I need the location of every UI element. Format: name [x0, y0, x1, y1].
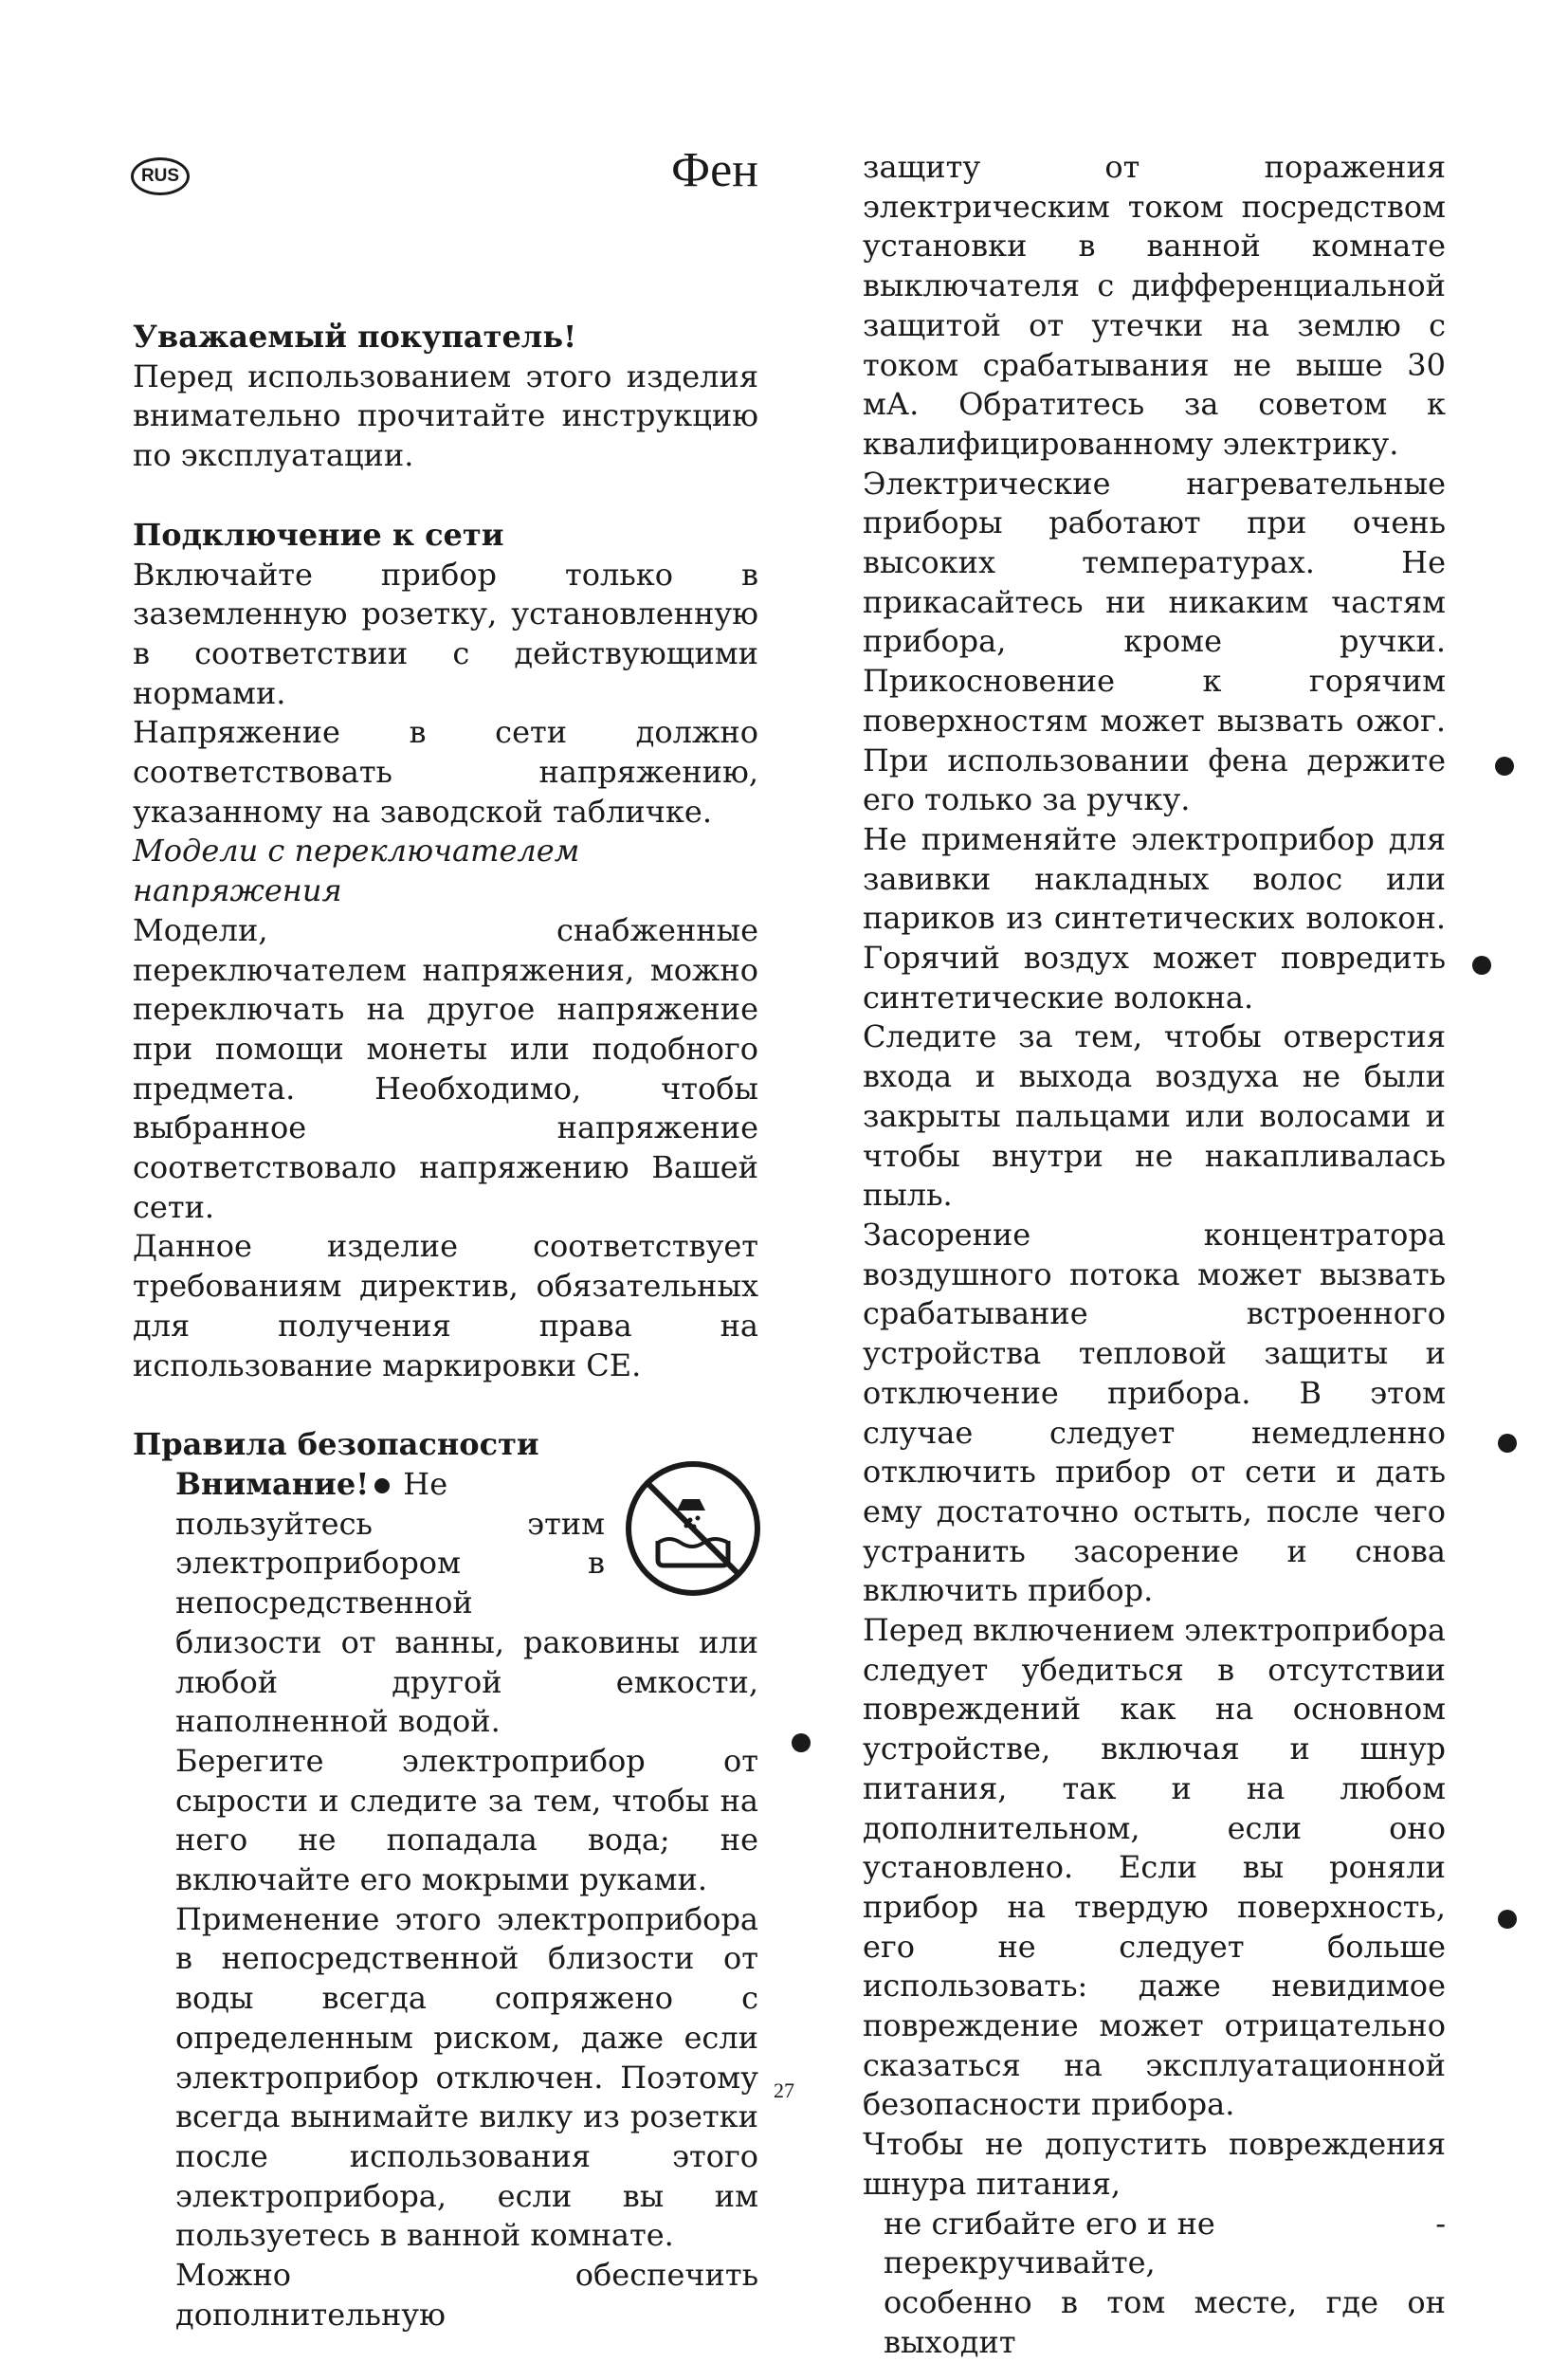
water-risk-text: Применение этого электроприбора в непосредственной близости от воды всегда сопряжено с определенным риском, даже если электроприбор отключен. Поэтому всегда вынимайте вилку из розетки после использования этого электроприбора, если вы им пользуетесь в ванной комнате. [175, 1900, 758, 2254]
vents-text: Следите за тем, чтобы отверстия входа и выхода воздуха не были закрыты пальцами или волосами и чтобы внутри не накапливалась пыль. [863, 1018, 1446, 1214]
cord-list-item [863, 2205, 1446, 2283]
cord-text: Чтобы не допустить повреждения шнура питания, [863, 2126, 1446, 2202]
safety-heading: Правила безопасности [133, 1426, 539, 1463]
language-badge [131, 157, 190, 195]
moisture-text: Берегите электроприбор от сырости и следите за тем, чтобы на него не попадала вода; не включайте его мокрыми руками. [175, 1742, 758, 1898]
bullet-icon [1498, 1434, 1517, 1453]
bullet-icon [374, 1478, 390, 1493]
ce-text: Данное изделие соответствует требованиям директив, обязательных для получения права на использование маркировки CE. [133, 1228, 758, 1383]
connection-paragraph-2: Напряжение в сети должно соответствовать напряжению, указанному на заводской табличке. [133, 714, 758, 830]
greeting-heading: Уважаемый покупатель! [133, 319, 577, 355]
right-column [863, 148, 1446, 2362]
page-number: 27 [774, 2078, 794, 2102]
rcd-text: защиту от поражения электрическим током посредством установки в ванной комнате выключателя с дифференциальной защитой от утечки на землю с током срабатывания не выше 30 мА. Обратитесь за советом к квалифицированному электрику. [863, 149, 1446, 462]
voltage-subheading: Модели с переключателем напряжения [133, 833, 580, 909]
left-column [133, 318, 758, 2335]
voltage-text: Модели, снабженные переключателем напряжения, можно переключать на другое напряжение при помощи монеты или подобного предмета. Необходимо, чтобы выбранное напряжение соответствовало напряжению Вашей сети. [133, 911, 758, 1225]
no-bath-icon [622, 1457, 764, 1600]
bullet-icon [1498, 1910, 1517, 1929]
bullet-icon [1472, 956, 1491, 975]
warning-label: Внимание! [175, 1465, 370, 1502]
cord-item-1-dash: - [1435, 2205, 1446, 2242]
clog-text: Засорение концентратора воздушного потока может вызвать срабатывание встроенного устройства тепловой защиты и отключение прибора. В этом случае следует немедленно отключить прибор от сети и дать ему достаточно остыть, после чего устранить засорение и снова включить прибор. [863, 1216, 1446, 1609]
cord-item-2: особенно в том месте, где он выходит [884, 2283, 1446, 2360]
bullet-icon [792, 1733, 811, 1752]
connection-heading: Подключение к сети [133, 516, 504, 553]
additional-protection-text: Можно обеспечить дополнительную [175, 2257, 758, 2333]
greeting-text: Перед использованием этого изделия внимательно прочитайте инструкцию по эксплуатации. [133, 357, 758, 474]
damage-text: Перед включением электроприбора следует убедиться в отсутствии повреждений как на основном устройстве, включая и шнур питания, так и на любом дополнительном, если оно установлено. Если вы роняли прибор на твердую поверхность, его не следует больше использовать: даже невидимое повреждение может отрицательно сказаться на эксплуатационной безопасности прибора. [863, 1612, 1446, 2123]
cord-item-1: не сгибайте его и не перекручивайте, [884, 2205, 1215, 2281]
language-badge-label: RUS [140, 166, 180, 186]
warning-block [133, 1465, 758, 1742]
bullet-icon [1495, 757, 1514, 776]
wigs-text: Не применяйте электроприбор для завивки накладных волос или париков из синтетических волокон. Горячий воздух может повредить синтетические волокна. [863, 820, 1446, 1016]
connection-paragraph-1: Включайте прибор только в заземленную розетку, установленную в соответствии с действующими нормами. [133, 556, 758, 711]
heat-text: Электрические нагревательные приборы работают при очень высоких температурах. Не прикасайтесь ни никаким частям прибора, кроме ручки. Прикосновение к горячим поверхностям может вызвать ожог. При использовании фена держите его только за ручку. [863, 465, 1446, 818]
warning-text: Не пользуйтесь этим электроприбором в непосредственной близости от ванны, раковины или любой другой емкости, наполненной водой. [175, 1465, 758, 1740]
page-title: Фен [671, 143, 758, 197]
